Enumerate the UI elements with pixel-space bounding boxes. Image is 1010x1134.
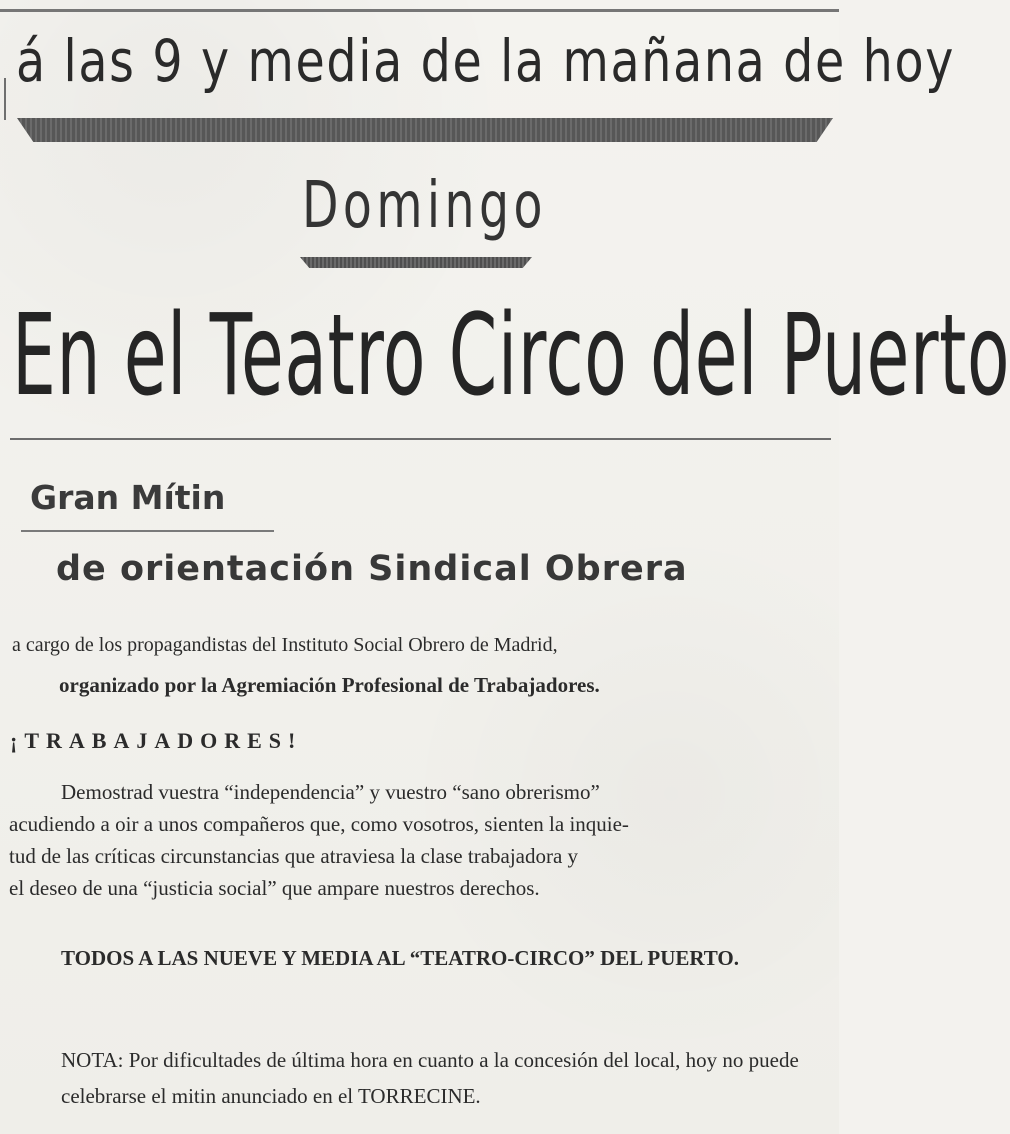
venue-headline: En el Teatro Circo del Puerto bbox=[12, 291, 1010, 421]
left-edge-mark bbox=[4, 78, 6, 120]
note-paragraph: NOTA: Por dificultades de última hora en cuanto a la concesión del local, hoy no puede celebrarse el mitin anunciado en el TORRECINE. bbox=[61, 1048, 799, 1108]
day-headline: Domingo bbox=[302, 169, 547, 243]
body-line-3: tud de las críticas circunstancias que atraviesa la clase trabajadora y bbox=[9, 844, 579, 868]
meeting-kicker: Gran Mítin bbox=[30, 478, 226, 517]
intro-line-2: organizado por la Agremiación Profesional de Trabajadores. bbox=[59, 673, 600, 697]
section-divider bbox=[10, 438, 831, 440]
body-line-4: el deseo de una “justicia social” que ampare nuestros derechos. bbox=[9, 876, 540, 900]
call-to-action: TODOS A LAS NUEVE Y MEDIA AL “TEATRO-CIRCO” DEL PUERTO. bbox=[61, 946, 740, 970]
intro-line-1: a cargo de los propagandistas del Instituto Social Obrero de Madrid, bbox=[12, 634, 558, 656]
ornamental-band bbox=[17, 118, 833, 142]
body-line-1: Demostrad vuestra “independencia” y vuestro “sano obrerismo” bbox=[61, 780, 600, 804]
ornamental-band-small bbox=[300, 257, 532, 268]
meeting-subhead: de orientación Sindical Obrera bbox=[56, 549, 688, 589]
kicker-underline bbox=[21, 530, 274, 532]
body-paragraph bbox=[9, 776, 828, 904]
workers-heading: ¡TRABAJADORES! bbox=[10, 728, 303, 753]
time-headline: á las 9 y media de la mañana de hoy bbox=[16, 27, 955, 95]
body-line-2: acudiendo a oir a unos compañeros que, como vosotros, sienten la inquie- bbox=[9, 812, 629, 836]
top-rule bbox=[0, 9, 839, 12]
